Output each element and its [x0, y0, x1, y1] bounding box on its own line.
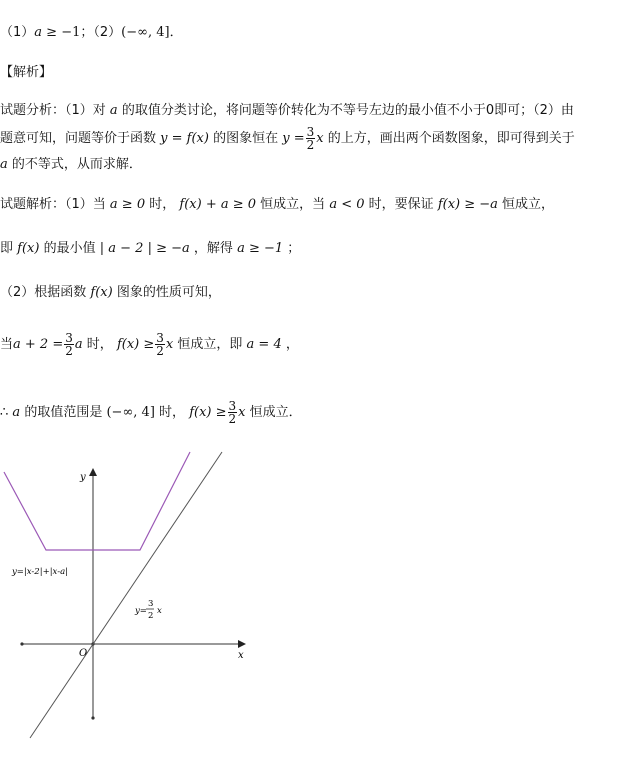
origin-label: O	[79, 648, 88, 659]
abs-sum-curve-label: y=|x-2|+|x-a|	[12, 567, 69, 577]
solution-line-1: 试题解析：（1）当 a ≥ 0 时， f(x) + a ≥ 0 恒成立，当 a < 0 时，要保证 f(x) ≥ −a 恒成立，	[0, 197, 555, 212]
answer-part1-label: （1）	[0, 25, 35, 40]
answer-part1-value: ≥ −1	[42, 25, 81, 40]
svg-text:3: 3	[148, 599, 154, 609]
answer-var-a: a	[34, 25, 43, 40]
solution-line-2: 即 f(x) 的最小值 | a − 2 | ≥ −a ，解得 a ≥ −1 ；	[0, 241, 301, 256]
linear-line-label	[134, 599, 162, 621]
analysis-line-2: 题意可知，问题等价于函数 y = f(x) 的图象恒在 y = $\frac{3}{2}$ x 的上方，画出两个函数图象，即可得到关于	[0, 125, 575, 152]
analysis-line-3: a 的不等式，从而求解．	[0, 157, 142, 172]
function-graph	[0, 432, 630, 772]
answer-separator: ；（2）	[80, 25, 122, 40]
answer-part2-value: (−∞, 4]	[121, 25, 170, 40]
svg-text:2: 2	[148, 611, 154, 621]
y-axis-label: y	[80, 472, 86, 483]
fraction-three-halves: $\frac{3}{2}$	[306, 125, 315, 152]
answer-line	[0, 24, 183, 42]
analysis-line-1: 试题分析：（1）对 a 的取值分类讨论，将问题等价转化为不等号左边的最小值不小于0即可；（2）由	[0, 103, 574, 118]
svg-text:x: x	[157, 606, 162, 616]
answer-end: ．	[169, 25, 183, 40]
solution-line-3: （2）根据函数 f(x) 图象的性质可知，	[0, 285, 221, 300]
abs-sum-curve	[4, 452, 190, 550]
linear-line	[30, 452, 222, 738]
x-axis-label: x	[238, 650, 244, 661]
analysis-heading: 【解析】	[0, 65, 53, 80]
svg-text:y=: y=	[135, 606, 147, 616]
solution-line-5: ∴ a 的取值范围是 (−∞, 4] 时， f(x) ≥ $\frac{3}{2}$ x 恒成立．	[0, 399, 302, 426]
solution-line-4: 当a + 2 = $\frac{3}{2}$ a 时， f(x) ≥ $\frac{3}{2}$ x 恒成立，即 a = 4 ，	[0, 331, 299, 358]
